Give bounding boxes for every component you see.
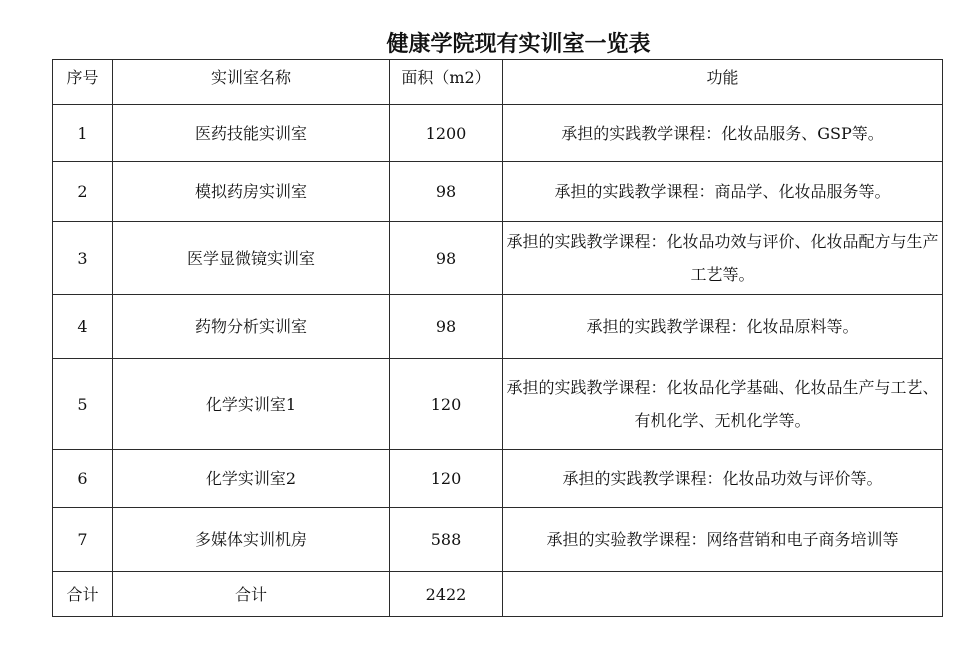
cell-name: 医药技能实训室 <box>113 105 390 162</box>
total-area: 2422 <box>390 572 503 617</box>
table-row <box>53 508 943 572</box>
cell-name: 多媒体实训机房 <box>113 508 390 572</box>
table-title: 健康学院现有实训室一览表 <box>386 31 651 57</box>
cell-function: 承担的实践教学课程：化妆品功效与评价等。 <box>503 450 943 508</box>
table-row <box>53 359 943 450</box>
header-function: 功能 <box>503 60 943 105</box>
cell-name: 模拟药房实训室 <box>113 162 390 222</box>
total-row <box>53 572 943 617</box>
cell-function: 承担的实践教学课程：化妆品服务、GSP等。 <box>503 105 943 162</box>
cell-name: 药物分析实训室 <box>113 295 390 359</box>
table-row <box>53 450 943 508</box>
cell-index: 5 <box>53 359 113 450</box>
total-function <box>503 572 943 617</box>
cell-area: 120 <box>390 359 503 450</box>
cell-function: 承担的实践教学课程：商品学、化妆品服务等。 <box>503 162 943 222</box>
cell-index: 7 <box>53 508 113 572</box>
cell-area: 98 <box>390 222 503 295</box>
lab-table <box>52 59 943 617</box>
table-row <box>53 222 943 295</box>
header-index: 序号 <box>53 60 113 105</box>
header-row <box>53 60 943 105</box>
cell-area: 98 <box>390 295 503 359</box>
cell-index: 4 <box>53 295 113 359</box>
table-row <box>53 105 943 162</box>
cell-function: 承担的实践教学课程：化妆品原料等。 <box>503 295 943 359</box>
cell-area: 98 <box>390 162 503 222</box>
cell-area: 120 <box>390 450 503 508</box>
cell-index: 1 <box>53 105 113 162</box>
cell-index: 6 <box>53 450 113 508</box>
total-index: 合计 <box>53 572 113 617</box>
cell-area: 1200 <box>390 105 503 162</box>
cell-name: 化学实训室1 <box>113 359 390 450</box>
cell-name: 医学显微镜实训室 <box>113 222 390 295</box>
cell-function: 承担的实践教学课程：化妆品化学基础、化妆品生产与工艺、有机化学、无机化学等。 <box>503 359 943 450</box>
cell-index: 3 <box>53 222 113 295</box>
table-row <box>53 162 943 222</box>
total-name: 合计 <box>113 572 390 617</box>
cell-name: 化学实训室2 <box>113 450 390 508</box>
table-row <box>53 295 943 359</box>
cell-function: 承担的实验教学课程：网络营销和电子商务培训等 <box>503 508 943 572</box>
header-area: 面积（m2） <box>390 60 503 105</box>
cell-function: 承担的实践教学课程：化妆品功效与评价、化妆品配方与生产工艺等。 <box>503 222 943 295</box>
cell-area: 588 <box>390 508 503 572</box>
cell-index: 2 <box>53 162 113 222</box>
header-name: 实训室名称 <box>113 60 390 105</box>
